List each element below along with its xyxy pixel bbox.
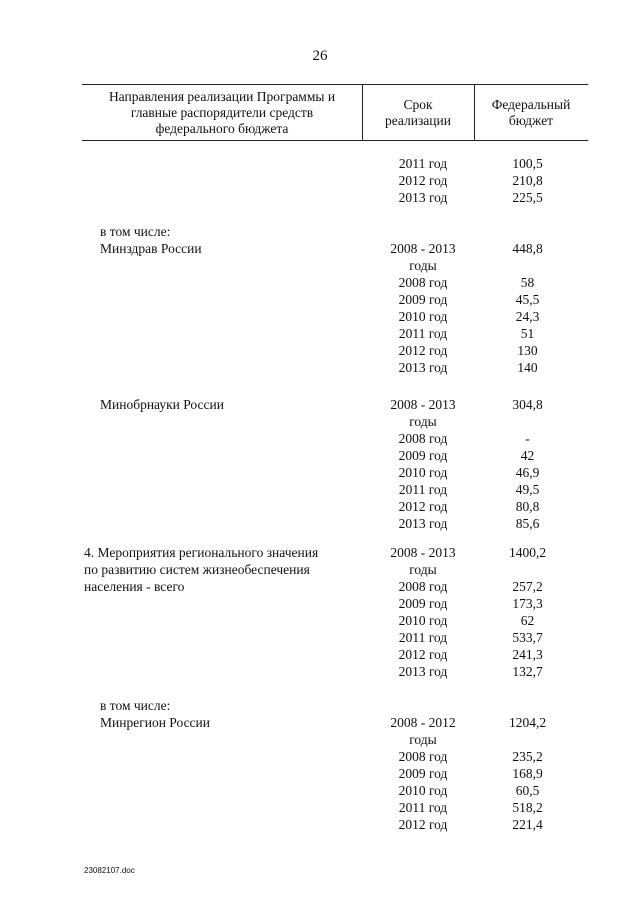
row-amount: 51 xyxy=(520,326,535,341)
header-line: бюджет xyxy=(508,113,554,128)
row-label: населения - всего xyxy=(84,579,185,594)
row-period: 2012 год xyxy=(398,343,448,358)
row-amount: 533,7 xyxy=(512,630,543,645)
row-amount: 225,5 xyxy=(512,190,543,205)
row-amount: 62 xyxy=(520,613,535,628)
row-label: Минрегион России xyxy=(100,715,210,730)
row-label: Минобрнауки России xyxy=(100,397,224,412)
row-period: 2008 год xyxy=(398,431,448,446)
row-period: 2010 год xyxy=(398,783,448,798)
row-amount: 210,8 xyxy=(512,173,543,188)
page-number: 26 xyxy=(312,48,328,64)
file-name: 23082107.doc xyxy=(84,866,135,875)
row-amount: 140 xyxy=(517,360,538,375)
header-line: Срок xyxy=(403,97,433,112)
row-amount: 1400,2 xyxy=(508,545,547,560)
row-amount: 85,6 xyxy=(515,516,540,531)
table-top-rule xyxy=(82,84,588,85)
row-label: по развитию систем жизнеобеспечения xyxy=(84,562,310,577)
row-amount: 42 xyxy=(520,448,535,463)
row-period: 2013 год xyxy=(398,190,448,205)
row-period: 2013 год xyxy=(398,516,448,531)
row-period: 2008 - 2013 xyxy=(390,397,456,412)
row-amount: - xyxy=(525,431,530,446)
row-period: 2008 - 2013 xyxy=(390,545,456,560)
row-period: годы xyxy=(409,258,437,273)
row-amount: 130 xyxy=(517,343,538,358)
row-period: 2009 год xyxy=(398,292,448,307)
row-amount: 235,2 xyxy=(512,749,543,764)
header-bottom-rule xyxy=(82,140,588,141)
row-amount: 241,3 xyxy=(512,647,543,662)
row-period: 2010 год xyxy=(398,613,448,628)
row-amount: 80,8 xyxy=(515,499,540,514)
row-period: 2009 год xyxy=(398,596,448,611)
row-period: 2011 год xyxy=(398,326,448,341)
row-period: 2008 - 2013 xyxy=(390,241,456,256)
row-amount: 45,5 xyxy=(515,292,540,307)
row-amount: 1204,2 xyxy=(508,715,547,730)
row-period: 2008 - 2012 xyxy=(390,715,456,730)
row-amount: 173,3 xyxy=(512,596,543,611)
row-amount: 257,2 xyxy=(512,579,543,594)
header-line: Федеральный xyxy=(491,97,571,112)
row-amount: 518,2 xyxy=(512,800,543,815)
row-period: 2012 год xyxy=(398,647,448,662)
row-period: 2011 год xyxy=(398,482,448,497)
header-federal-budget xyxy=(474,97,588,129)
row-label: в том числе: xyxy=(100,224,171,239)
row-amount: 132,7 xyxy=(512,664,543,679)
row-amount: 46,9 xyxy=(515,465,540,480)
row-period: 2011 год xyxy=(398,630,448,645)
header-line: главные распорядители средств xyxy=(130,105,314,120)
row-period: 2013 год xyxy=(398,664,448,679)
row-amount: 221,4 xyxy=(512,817,543,832)
row-label: 4. Мероприятия регионального значения xyxy=(84,545,319,560)
row-amount: 60,5 xyxy=(515,783,540,798)
header-line: федерального бюджета xyxy=(155,121,289,136)
row-amount: 58 xyxy=(520,275,535,290)
row-period: 2009 год xyxy=(398,448,448,463)
row-amount: 49,5 xyxy=(515,482,540,497)
row-period: 2008 год xyxy=(398,749,448,764)
row-amount: 304,8 xyxy=(512,397,543,412)
row-period: 2010 год xyxy=(398,465,448,480)
row-period: годы xyxy=(409,732,437,747)
row-amount: 24,3 xyxy=(515,309,540,324)
row-period: годы xyxy=(409,562,437,577)
row-period: годы xyxy=(409,414,437,429)
row-period: 2011 год xyxy=(398,156,448,171)
row-period: 2008 год xyxy=(398,275,448,290)
row-amount: 100,5 xyxy=(512,156,543,171)
row-period: 2012 год xyxy=(398,817,448,832)
header-directions xyxy=(82,89,362,137)
row-period: 2013 год xyxy=(398,360,448,375)
header-period xyxy=(362,97,474,129)
row-period: 2010 год xyxy=(398,309,448,324)
row-period: 2012 год xyxy=(398,499,448,514)
row-label: Минздрав России xyxy=(100,241,202,256)
row-label: в том числе: xyxy=(100,698,171,713)
row-period: 2008 год xyxy=(398,579,448,594)
header-line: Направления реализации Программы и xyxy=(108,89,336,104)
row-period: 2009 год xyxy=(398,766,448,781)
row-period: 2012 год xyxy=(398,173,448,188)
row-amount: 168,9 xyxy=(512,766,543,781)
row-amount: 448,8 xyxy=(512,241,543,256)
header-line: реализации xyxy=(385,113,451,128)
row-period: 2011 год xyxy=(398,800,448,815)
